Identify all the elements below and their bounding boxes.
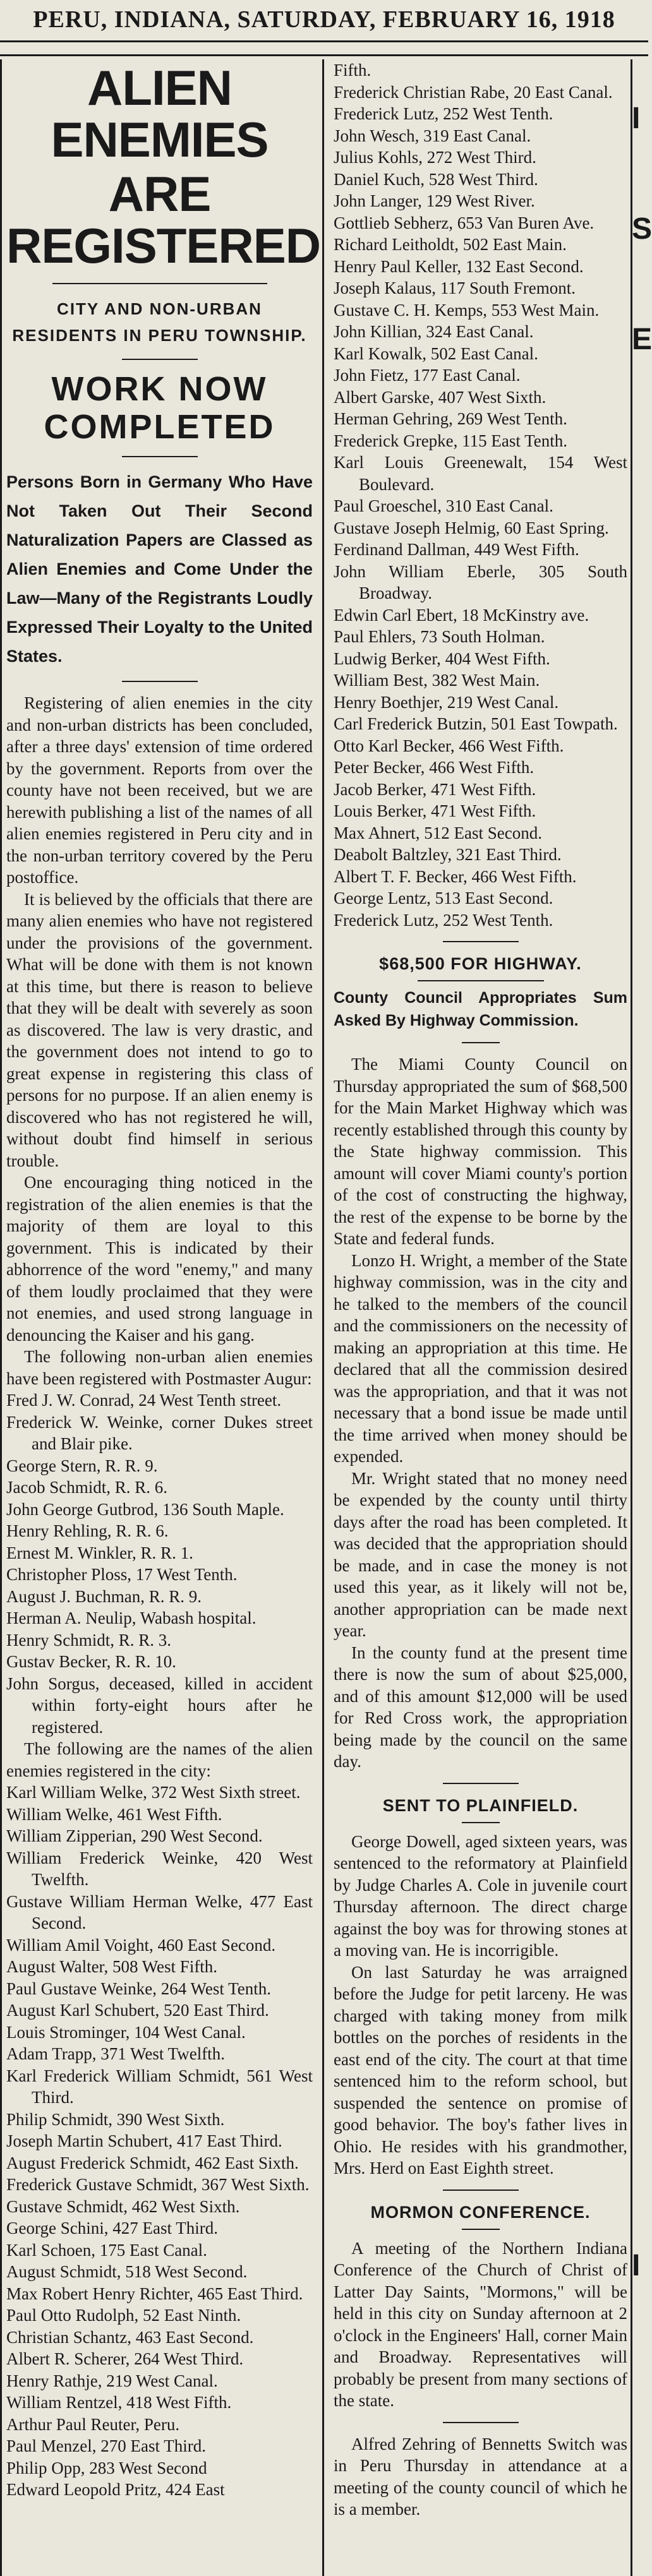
deck: Persons Born in Germany Who Have Not Taken Out Their Second Naturalization Papers are Classed as Alien Enemies and Come Under the Law—Many of the Registrants Loudly Expressed Their Loyalty to the United States. — [6, 472, 313, 666]
registrant: William Best, 382 West Main. — [334, 671, 540, 690]
registrant: William Rentzel, 418 West Fifth. — [6, 2393, 232, 2412]
article-rule — [443, 2422, 519, 2423]
registrant: George Schini, 427 East Third. — [6, 2219, 218, 2238]
highway-deck-rule — [462, 1042, 500, 1043]
registrant: Jacob Berker, 471 West Fifth. — [334, 779, 536, 799]
headline-2: WORK NOW COMPLETED — [44, 370, 275, 446]
registrant: John Killian, 324 East Canal. — [334, 322, 534, 341]
registrant: August Frederick Schmidt, 462 East Sixth. — [6, 2153, 299, 2172]
column-left — [6, 59, 321, 2576]
headline-rule — [52, 283, 267, 284]
paragraph: Registering of alien enemies in the city and non-urban districts has been concluded, after a three days' extension of time ordered by the government. Reports from over the county have not been received, but we are herewith publishing a list of the names of all alien enemies registered in Peru city and in the non-urban territory covered by the Peru postoffice. — [6, 693, 313, 887]
registrant: Gustav Becker, R. R. 10. — [6, 1652, 176, 1671]
registrant: Daniel Kuch, 528 West Third. — [334, 169, 538, 189]
highway-headline-rule — [418, 980, 544, 981]
paragraph: The following non-urban alien enemies have been registered with Postmaster Augur: — [6, 1347, 313, 1388]
registrant: Ludwig Berker, 404 West Fifth. — [334, 649, 550, 668]
registrant: John Langer, 129 West River. — [334, 191, 535, 210]
registrant: Frederick Gustave Schmidt, 367 West Sixth. — [6, 2175, 310, 2194]
registrant: Ferdinand Dallman, 449 West Fifth. — [334, 540, 579, 559]
registrant: Albert T. F. Becker, 466 West Fifth. — [334, 866, 577, 886]
registrant: Max Robert Henry Richter, 465 East Third. — [6, 2284, 303, 2303]
registrant: John William Eberle, 305 South Broadway. — [334, 561, 627, 602]
highway-headline: $68,500 FOR HIGHWAY. — [379, 954, 582, 973]
registrant: August J. Buchman, R. R. 9. — [6, 1586, 202, 1606]
registrant: Albert R. Scherer, 264 West Third. — [6, 2349, 244, 2368]
dateline-rule-bottom — [0, 54, 648, 56]
registrant: Gottlieb Sebherz, 653 Van Buren Ave. — [334, 213, 595, 232]
registrant: George Stern, R. R. 9. — [6, 1456, 158, 1475]
headline-line-2: ARE REGISTERED — [6, 166, 321, 273]
registrant: Albert Garske, 407 West Sixth. — [334, 387, 546, 407]
registrant: John Wesch, 319 East Canal. — [334, 126, 531, 145]
registrant: Louis Berker, 471 West Fifth. — [334, 801, 536, 820]
registrant: Christian Schantz, 463 East Second. — [6, 2327, 254, 2347]
headline-line-1: ALIEN ENEMIES — [51, 60, 269, 167]
registrant: August Karl Schubert, 520 East Third. — [6, 2001, 269, 2020]
registrant: August Walter, 508 West Fifth. — [6, 1957, 218, 1976]
registrant: Ernest M. Winkler, R. R. 1. — [6, 1543, 193, 1562]
paragraph: Alfred Zehring of Bennetts Switch was in Peru Thursday in attendance at a meeting of the county council of which he is a member. — [334, 2434, 627, 2519]
paragraph: Mr. Wright stated that no money need be expended by the county until thirty days after the road has been completed. It was decided that the appropriation should be made, and in case the money is not used this year, as it likely will not be, another appropriation can be made next year. — [334, 1468, 627, 1640]
registrant: Frederick Grepke, 115 East Tenth. — [334, 431, 567, 450]
registrant: Gustave William Herman Welke, 477 East Second. — [6, 1891, 313, 1932]
registrant: Richard Leitholdt, 502 East Main. — [334, 235, 567, 254]
left-column-rule — [0, 59, 2, 2576]
deck-rule — [122, 681, 198, 682]
registrant: Louis Strominger, 104 West Canal. — [6, 2022, 246, 2042]
registrant: William Zipperian, 290 West Second. — [6, 1826, 263, 1845]
highway-deck: County Council Appropriates Sum Asked By Highway Commission. — [334, 989, 627, 1029]
edge-letter-4: I — [632, 2249, 641, 2282]
registrant: Paul Gustave Weinke, 264 West Tenth. — [6, 1979, 271, 1998]
registrant: Jacob Schmidt, R. R. 6. — [6, 1478, 167, 1497]
dateline — [0, 0, 648, 39]
paragraph: It is believed by the officials that there are many alien enemies who have not registered under the provisions of the government. What will be done with them is not known at this time, but there is reason to believe that they will be dealt with severely as soon as discovered. The law is very drastic, and the government does not intend to go to great expense in registering this class of persons for no purpose. If an alien enemy is discovered who has not registered he will, without doubt find himself in serious trouble. — [6, 889, 313, 1170]
center-column-rule — [322, 59, 324, 2576]
registrant: Paul Groeschel, 310 East Canal. — [334, 496, 553, 515]
registrant: George Lentz, 513 East Second. — [334, 889, 553, 908]
subhead-rule — [122, 359, 198, 360]
registrant: Karl Schoen, 175 East Canal. — [6, 2240, 207, 2260]
registrant: Max Ahnert, 512 East Second. — [334, 823, 542, 842]
paragraph: In the county fund at the present time there is now the sum of about $25,000, and of this amount $12,000 will be used for Red Cross work, the appropriation being made by the council on the same day. — [334, 1643, 627, 1771]
registrant: Edward Leopold Pritz, 424 East — [6, 2480, 225, 2499]
registrant: Fred J. W. Conrad, 24 West Tenth street. — [6, 1391, 282, 1410]
registrant: Paul Ehlers, 73 South Holman. — [334, 627, 545, 646]
paragraph: On last Saturday he was arraigned before the Judge for petit larceny. He was charged with taking money from milk bottles on the porches of residents in the east end of the city. The court at that time sentenced him to the reform school, but suspended the sentence on promise of good behavior. The boy's father lives in Ohio. He resides with his grandmother, Mrs. Herd on East Eighth street. — [334, 1962, 627, 2178]
column-right — [334, 59, 627, 2576]
article-rule — [443, 2190, 519, 2191]
registrant: Henry Boethjer, 219 West Canal. — [334, 692, 559, 712]
registrant: Philip Schmidt, 390 West Sixth. — [6, 2109, 225, 2129]
registrant: Karl Louis Greenewalt, 154 West Boulevard. — [334, 453, 627, 494]
registrant: Carl Frederick Butzin, 501 East Towpath. — [334, 714, 618, 733]
registrant: Otto Karl Becker, 466 West Fifth. — [334, 736, 564, 755]
registrant: Frederick W. Weinke, corner Dukes street and Blair pike. — [6, 1412, 313, 1453]
registrant: Philip Opp, 283 West Second — [6, 2458, 207, 2477]
registrant: Peter Becker, 466 West Fifth. — [334, 758, 534, 777]
registrant: William Welke, 461 West Fifth. — [6, 1804, 222, 1824]
registrant: Frederick Christian Rabe, 20 East Canal. — [334, 82, 613, 102]
registrant: Julius Kohls, 272 West Third. — [334, 148, 536, 167]
dateline-rule-top — [0, 40, 648, 42]
paragraph: A meeting of the Northern Indiana Conference of the Church of Christ of Latter Day Saints, "Mormons," will be held in this city on Sunday afternoon at 2 o'clock in the Engineers' Hall, corner Main and Broadway. Representatives will probably be present from many sections of the state. — [334, 2238, 627, 2410]
registrant: Karl William Welke, 372 West Sixth street. — [6, 1783, 301, 1802]
paragraph: Lonzo H. Wright, a member of the State highway commission, was in the city and he talked to the members of the council and the commissioners on the necessity of making an appropriation at this time. He declared that all the commission desired was the appropriation, and that it was not necessary that a bond issue be made until the time arrived when money should be expended. — [334, 1250, 627, 1466]
registrant: Paul Menzel, 270 East Third. — [6, 2436, 206, 2455]
article-rule — [443, 941, 519, 942]
registrant: Henry Paul Keller, 132 East Second. — [334, 256, 584, 276]
registrant: Christopher Ploss, 17 West Tenth. — [6, 1565, 238, 1584]
registrant: Frederick Lutz, 252 West Tenth. — [334, 910, 553, 930]
registrant: Fifth. — [334, 61, 371, 80]
registrant: August Schmidt, 518 West Second. — [6, 2262, 248, 2281]
registrant: Paul Otto Rudolph, 52 East Ninth. — [6, 2306, 241, 2325]
registrant: Deabolt Baltzley, 321 East Third. — [334, 845, 562, 864]
registrant: John George Gutbrod, 136 South Maple. — [6, 1499, 284, 1519]
edge-letter-2: S — [632, 212, 652, 246]
registrant: Henry Schmidt, R. R. 3. — [6, 1630, 171, 1650]
registrant: Karl Frederick William Schmidt, 561 West Third. — [6, 2066, 313, 2107]
paragraph: The following are the names of the alien enemies registered in the city: — [6, 1739, 313, 1780]
registrant: Joseph Kalaus, 117 South Fremont. — [334, 279, 576, 297]
registrant: Herman A. Neulip, Wabash hospital. — [6, 1609, 257, 1627]
headline-2-rule — [122, 456, 198, 457]
registrant: Frederick Lutz, 252 West Tenth. — [334, 104, 553, 123]
registrant: Gustave Schmidt, 462 West Sixth. — [6, 2196, 240, 2216]
registrant: Gustave Joseph Helmig, 60 East Spring. — [334, 518, 609, 537]
registrant: Henry Rehling, R. R. 6. — [6, 1521, 169, 1540]
paragraph: George Dowell, aged sixteen years, was sentenced to the reformatory at Plainfield by Judge Charles A. Cole in juvenile court Thursday afternoon. The direct charge against the boy was for throwing stones at a moving van. He is incorrigible. — [334, 1831, 627, 1960]
edge-letter-1: I — [632, 102, 641, 135]
paragraph: The Miami County Council on Thursday appropriated the sum of $68,500 for the Main Market Highway which was recently established through this county by the State highway commission. This amount will cover Miami county's portion of the cost of constructing the highway, the rest of the expense to be borne by the State and federal funds. — [334, 1055, 627, 1248]
registrant: Adam Trapp, 371 West Twelfth. — [6, 2044, 225, 2063]
registrant: Gustave C. H. Kemps, 553 West Main. — [334, 300, 600, 320]
registrant: Arthur Paul Reuter, Peru. — [6, 2414, 180, 2434]
registrant: William Frederick Weinke, 420 West Twelfth. — [6, 1848, 313, 1889]
paragraph: One encouraging thing noticed in the registration of the alien enemies is that the majority of them are loyal to this government. This is indicated by their abhorrence of the word "enemy," and many of them loudly proclaimed that they were not enemies, and used strong language in denouncing the Kaiser and his gang. — [6, 1173, 313, 1345]
dateline-text: PERU, INDIANA, SATURDAY, FEBRUARY 16, 1918 — [33, 6, 615, 33]
registrant: Henry Rathje, 219 West Canal. — [6, 2371, 218, 2390]
registrant: Joseph Martin Schubert, 417 East Third. — [6, 2131, 282, 2150]
registrant: John Sorgus, deceased, killed in accident within forty-eight hours after he registered. — [6, 1674, 313, 1737]
plainfield-headline-rule — [462, 1822, 500, 1823]
article-rule — [443, 1783, 519, 1784]
subheadline: CITY AND NON-URBAN RESIDENTS IN PERU TOWNSHIP. — [12, 299, 307, 345]
edge-letter-3: E — [632, 323, 652, 356]
right-column-rule — [631, 59, 632, 2576]
registrant: William Amil Voight, 460 East Second. — [6, 1935, 276, 1955]
registrant: Karl Kowalk, 502 East Canal. — [334, 344, 538, 363]
plainfield-headline: SENT TO PLAINFIELD. — [382, 1795, 579, 1815]
registrant: Herman Gehring, 269 West Tenth. — [334, 409, 567, 428]
registrant: John Fietz, 177 East Canal. — [334, 366, 521, 385]
mormon-headline-rule — [462, 2229, 500, 2230]
registrant: Edwin Carl Ebert, 18 McKinstry ave. — [334, 605, 589, 625]
mormon-headline: MORMON CONFERENCE. — [370, 2202, 591, 2222]
